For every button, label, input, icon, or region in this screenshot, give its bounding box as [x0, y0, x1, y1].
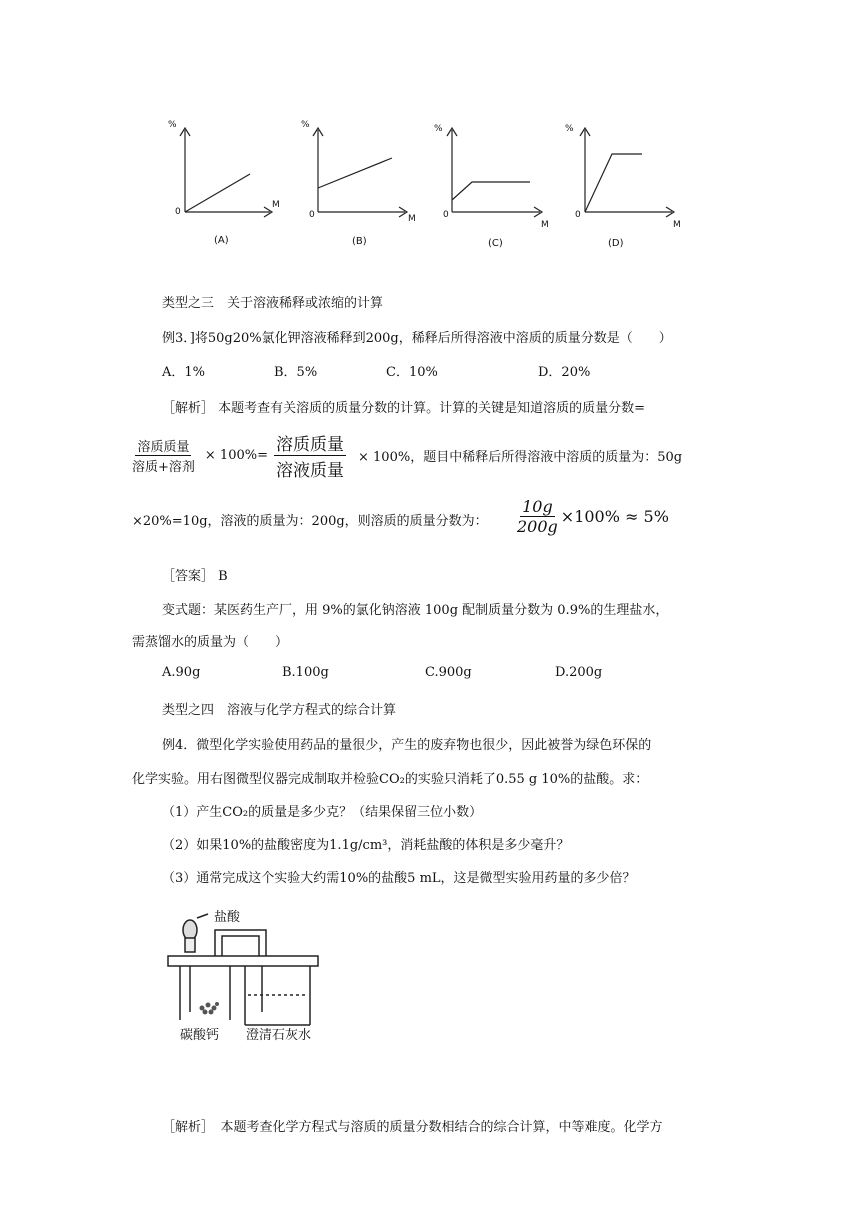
graph-c-line	[452, 182, 530, 200]
fraction-10g-over-200g	[517, 497, 558, 536]
graph-c-ylabel: %	[434, 124, 443, 134]
graphs-figure	[160, 118, 690, 258]
graph-d-ylabel: %	[565, 124, 574, 134]
graph-d-origin: 0	[575, 210, 581, 220]
frac3-numerator: 10g	[522, 497, 553, 516]
frac2-denominator: 溶液质量	[276, 461, 344, 481]
example4-line2: 化学实验。用右图微型仪器完成制取并检验CO₂的实验只消耗了0.55 g 10%的盐酸。求：	[132, 772, 649, 787]
example4-line1: 例4．微型化学实验使用药品的量很少，产生的废弃物也很少，因此被誉为绿色环保的	[162, 738, 652, 753]
example3-option-b: B．5%	[274, 365, 318, 380]
variant-option-a: A.90g	[162, 665, 201, 680]
apparatus-label-hcl: 盐酸	[214, 910, 241, 925]
variant-line2: 需蒸馏水的质量为（ ）	[132, 635, 289, 650]
frac3-tail: ×100% ≈ 5%	[560, 507, 669, 526]
example4-analysis: ［解析］ 本题考查化学方程式与溶质的质量分数相结合的综合计算，中等难度。化学方	[162, 1120, 663, 1135]
graph-c	[447, 128, 542, 217]
graph-a-line	[185, 174, 250, 212]
example3-analysis-line1: ［解析］ 本题考查有关溶质的质量分数的计算。计算的关键是知道溶质的质量分数=	[162, 401, 646, 416]
graph-d	[580, 128, 674, 217]
example3-analysis-line3: ×20%=10g，溶液的质量为：200g，则溶质的质量分数为：	[132, 514, 488, 529]
apparatus-label-limewater: 澄清石灰水	[246, 1028, 312, 1043]
graph-d-line	[585, 154, 642, 212]
example3-option-d: D．20%	[538, 365, 591, 380]
example4-question1: （1）产生CO₂的质量是多少克？（结果保留三位小数）	[162, 805, 483, 820]
graph-b-ylabel: %	[301, 120, 310, 130]
graph-a-xlabel: M	[272, 200, 280, 210]
example4-question2: （2）如果10%的盐酸密度为1.1g/cm³，消耗盐酸的体积是多少毫升？	[162, 838, 570, 853]
times-100-a: × 100%=	[204, 448, 268, 463]
fraction-solute-over-solution	[132, 436, 195, 475]
variant-option-d: D.200g	[555, 665, 603, 680]
graph-a-caption: (A)	[214, 235, 229, 246]
graph-b-caption: (B)	[352, 236, 367, 247]
formula-line	[132, 430, 682, 481]
variant-option-b: B.100g	[282, 665, 329, 680]
graph-c-caption: (C)	[488, 238, 503, 249]
variant-line1: 变式题：某医药生产厂，用 9%的氯化钠溶液 100g 配制质量分数为 0.9%的生理盐水，	[162, 603, 669, 618]
type4-heading: 类型之四 溶液与化学方程式的综合计算	[162, 703, 397, 718]
example4-question3: （3）通常完成这个实验大约需10%的盐酸5 mL，这是微型实验用药量的多少倍？	[162, 871, 636, 886]
example3-analysis-line2-tail: × 100%，题目中稀释后所得溶液中溶质的质量为：50g	[358, 450, 683, 465]
graph-c-xlabel: M	[541, 220, 549, 230]
frac3-denominator: 200g	[517, 517, 558, 536]
example3-text: 例3．]将50g20%氯化钾溶液稀释到200g，稀释后所得溶液中溶质的质量分数是（ ）	[162, 331, 672, 346]
frac1-numerator: 溶质质量	[135, 436, 191, 456]
graph-b-origin: 0	[309, 210, 315, 220]
graph-b-xlabel: M	[408, 214, 416, 224]
apparatus-label-caco3: 碳酸钙	[180, 1028, 220, 1043]
graph-d-xlabel: M	[673, 220, 681, 230]
graph-a	[180, 128, 272, 217]
example3-option-a: A．1%	[162, 365, 206, 380]
percent-formula	[517, 497, 669, 536]
graph-a-ylabel: %	[168, 120, 177, 130]
frac1-denominator: 溶质+溶剂	[132, 460, 195, 475]
variant-option-c: C.900g	[425, 665, 472, 680]
graph-b	[313, 128, 407, 217]
example3-option-c: C．10%	[386, 365, 438, 380]
example3-answer: ［答案］ B	[162, 569, 228, 584]
graph-b-line	[318, 158, 392, 188]
graph-a-origin: 0	[175, 207, 181, 217]
graph-d-caption: (D)	[608, 238, 624, 249]
frac2-numerator: 溶质质量	[274, 430, 346, 456]
type3-heading: 类型之三 关于溶液稀释或浓缩的计算	[162, 296, 384, 311]
fraction-solute-over-solution-mass	[274, 430, 346, 481]
graph-c-origin: 0	[443, 210, 449, 220]
